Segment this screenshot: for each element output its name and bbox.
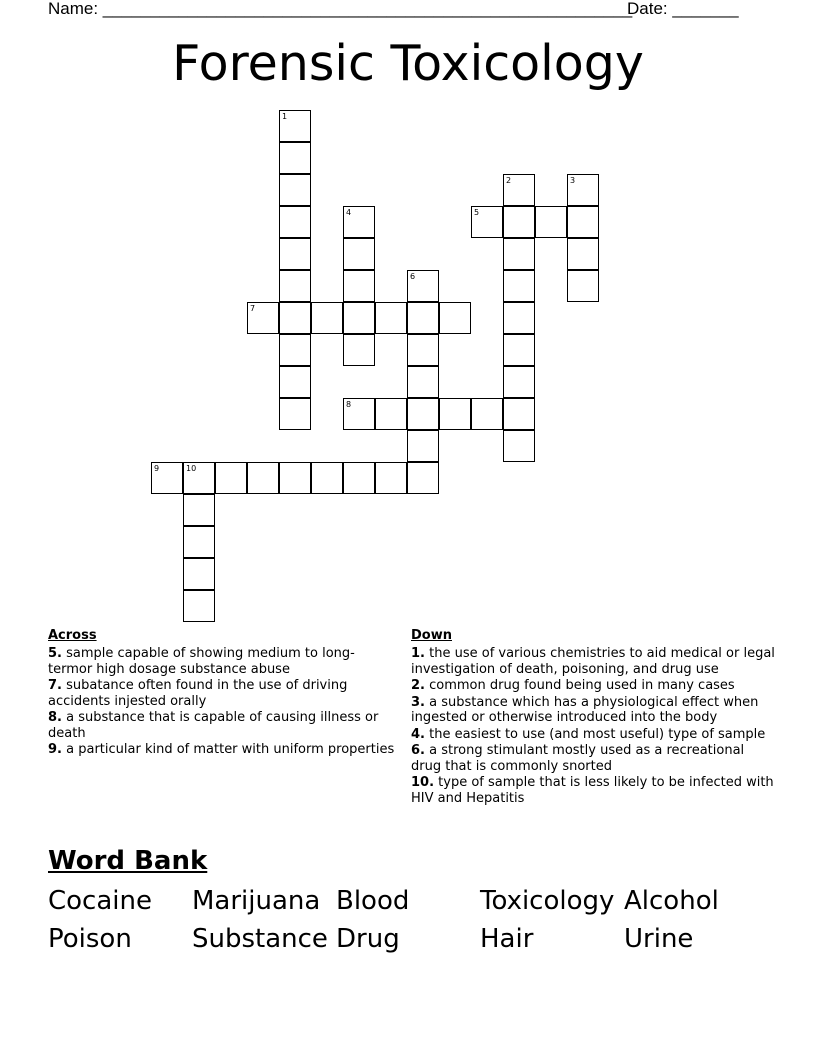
grid-cell[interactable]	[311, 462, 343, 494]
grid-cell[interactable]	[183, 590, 215, 622]
grid-cell[interactable]	[375, 302, 407, 334]
word-bank-word: Toxicology	[480, 886, 615, 916]
clue-text: the use of various chemistries to aid medical or legal investigation of death, poisoning, and drug use	[411, 646, 775, 677]
word-bank-word: Substance	[192, 924, 328, 954]
grid-cell[interactable]	[279, 398, 311, 430]
grid-cell[interactable]	[247, 302, 279, 334]
cell-number: 6	[410, 272, 416, 281]
clue-text: common drug found being used in many cases	[429, 678, 735, 693]
grid-cell[interactable]	[279, 142, 311, 174]
grid-cell[interactable]	[279, 462, 311, 494]
grid-cell[interactable]	[471, 206, 503, 238]
word-bank-row	[48, 882, 788, 920]
word-bank-word: Poison	[48, 924, 132, 954]
clue-across-8	[48, 710, 398, 741]
across-heading: Across	[48, 628, 97, 643]
clue-number: 8.	[48, 710, 62, 725]
grid-cell[interactable]	[407, 366, 439, 398]
clue-down-6	[411, 743, 776, 774]
date-field[interactable]: Date: _______	[627, 0, 739, 18]
grid-cell[interactable]	[343, 270, 375, 302]
grid-cell[interactable]	[503, 430, 535, 462]
clue-number: 1.	[411, 646, 425, 661]
grid-cell[interactable]	[343, 206, 375, 238]
word-bank-word: Urine	[624, 924, 694, 954]
grid-cell[interactable]	[279, 270, 311, 302]
clue-text: sample capable of showing medium to long-termor high dosage substance abuse	[48, 646, 355, 677]
clue-number: 6.	[411, 743, 425, 758]
clue-number: 5.	[48, 646, 62, 661]
grid-cell[interactable]	[311, 302, 343, 334]
grid-cell[interactable]	[503, 206, 535, 238]
word-bank-word: Cocaine	[48, 886, 152, 916]
word-bank-word: Hair	[480, 924, 534, 954]
clue-number: 2.	[411, 678, 425, 693]
cell-number: 5	[474, 208, 480, 217]
clue-down-10	[411, 775, 776, 806]
word-bank-word: Alcohol	[624, 886, 719, 916]
clue-number: 3.	[411, 694, 425, 710]
grid-cell[interactable]	[567, 206, 599, 238]
name-field[interactable]: Name: ________________________________________________________	[48, 0, 633, 18]
grid-cell[interactable]	[439, 302, 471, 334]
grid-cell[interactable]	[471, 398, 503, 430]
grid-cell[interactable]	[343, 238, 375, 270]
cell-number: 7	[250, 304, 256, 313]
grid-cell[interactable]	[343, 398, 375, 430]
grid-cell[interactable]	[375, 398, 407, 430]
grid-cell[interactable]	[279, 366, 311, 398]
clue-number: 9.	[48, 742, 62, 757]
grid-cell[interactable]	[151, 462, 183, 494]
grid-cell[interactable]	[247, 462, 279, 494]
clue-down-3	[411, 695, 776, 726]
cell-number: 8	[346, 400, 352, 409]
grid-cell[interactable]	[567, 174, 599, 206]
down-clues	[411, 628, 776, 807]
grid-cell[interactable]	[567, 238, 599, 270]
clue-across-9	[48, 742, 398, 758]
clue-number: 7.	[48, 678, 62, 693]
clue-text: a substance which has a physiological effect when ingested or otherwise introduced into the body	[411, 694, 759, 725]
grid-cell[interactable]	[407, 302, 439, 334]
grid-cell[interactable]	[439, 398, 471, 430]
puzzle-title: Forensic Toxicology	[172, 35, 644, 92]
clue-down-2	[411, 678, 776, 694]
grid-cell[interactable]	[343, 334, 375, 366]
grid-cell[interactable]	[183, 558, 215, 590]
grid-cell[interactable]	[407, 334, 439, 366]
clue-text: a strong stimulant mostly used as a recreational drug that is commonly snorted	[411, 743, 745, 774]
word-bank-word: Drug	[336, 924, 400, 954]
grid-cell[interactable]	[503, 398, 535, 430]
clue-number: 10.	[411, 775, 435, 790]
down-heading: Down	[411, 628, 452, 643]
grid-cell[interactable]	[279, 206, 311, 238]
grid-cell[interactable]	[503, 270, 535, 302]
grid-cell[interactable]	[279, 238, 311, 270]
grid-cell[interactable]	[503, 238, 535, 270]
grid-cell[interactable]	[407, 398, 439, 430]
clue-down-4	[411, 727, 776, 743]
across-clues	[48, 628, 398, 759]
clue-number: 4.	[411, 726, 425, 742]
grid-cell[interactable]	[503, 366, 535, 398]
clue-text: a substance that is capable of causing illness or death	[48, 710, 379, 741]
grid-cell[interactable]	[279, 334, 311, 366]
clue-across-7	[48, 678, 398, 709]
clue-text: the easiest to use (and most useful) type of sample	[429, 726, 766, 742]
word-bank-row	[48, 920, 788, 958]
grid-cell[interactable]	[503, 334, 535, 366]
word-bank	[48, 882, 788, 958]
grid-cell[interactable]	[567, 270, 599, 302]
clue-text: a particular kind of matter with uniform properties	[66, 742, 395, 757]
grid-cell[interactable]	[279, 302, 311, 334]
clue-text: type of sample that is less likely to be infected with HIV and Hepatitis	[411, 775, 774, 806]
grid-cell[interactable]	[407, 270, 439, 302]
grid-cell[interactable]	[343, 302, 375, 334]
clue-text: subatance often found in the use of driving accidents injested orally	[48, 678, 348, 709]
cell-number: 10	[186, 464, 197, 473]
cell-number: 1	[282, 112, 288, 121]
grid-cell[interactable]	[407, 430, 439, 462]
grid-cell[interactable]	[375, 462, 407, 494]
grid-cell[interactable]	[215, 462, 247, 494]
grid-cell[interactable]	[183, 494, 215, 526]
grid-cell[interactable]	[279, 110, 311, 142]
grid-cell[interactable]	[183, 462, 215, 494]
grid-cell[interactable]	[503, 174, 535, 206]
word-bank-word: Marijuana	[192, 886, 321, 916]
clue-across-5	[48, 646, 398, 677]
cell-number: 3	[570, 176, 576, 185]
cell-number: 9	[154, 464, 160, 473]
clue-down-1	[411, 646, 776, 677]
cell-number: 4	[346, 208, 352, 217]
grid-cell[interactable]	[535, 206, 567, 238]
cell-number: 2	[506, 176, 512, 185]
grid-cell[interactable]	[407, 462, 439, 494]
word-bank-word: Blood	[336, 886, 410, 916]
word-bank-heading: Word Bank	[48, 846, 208, 876]
grid-cell[interactable]	[183, 526, 215, 558]
grid-cell[interactable]	[343, 462, 375, 494]
grid-cell[interactable]	[279, 174, 311, 206]
grid-cell[interactable]	[503, 302, 535, 334]
